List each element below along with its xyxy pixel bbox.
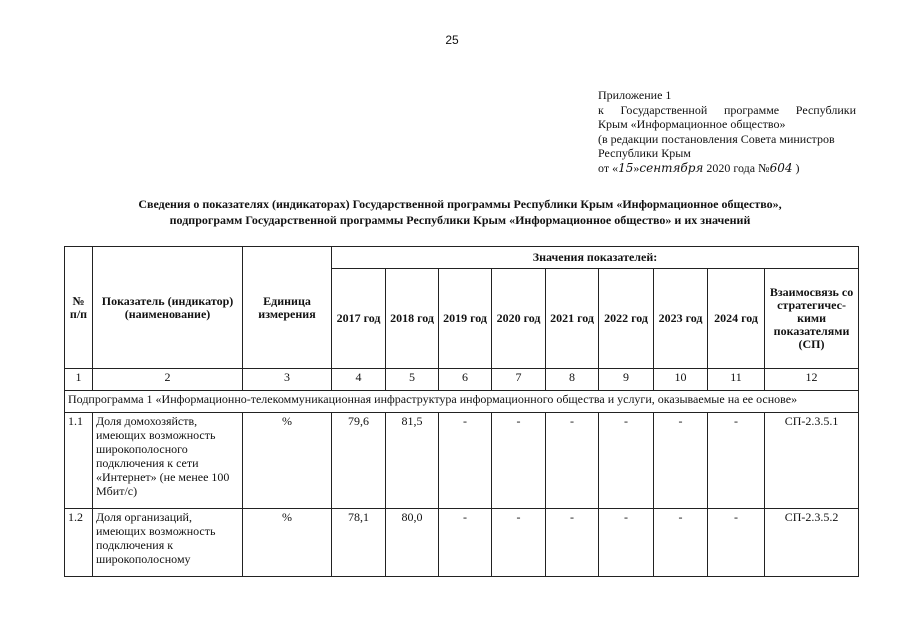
row-value: - xyxy=(708,509,765,577)
appendix-block xyxy=(598,88,856,176)
row-value: - xyxy=(439,413,492,509)
column-number: 3 xyxy=(243,369,332,391)
header-year: 2024 год xyxy=(708,269,765,369)
appendix-line-2: к Государственной программе Республики xyxy=(598,102,856,117)
row-value: - xyxy=(708,413,765,509)
column-number: 5 xyxy=(386,369,439,391)
header-num: № п/п xyxy=(65,247,93,369)
header-year: 2017 год xyxy=(332,269,386,369)
title-line-1: Сведения о показателях (индикаторах) Государственной программы Республики Крым «Информационное общество», xyxy=(138,197,782,211)
table-row xyxy=(65,509,859,577)
column-number: 11 xyxy=(708,369,765,391)
row-value: 81,5 xyxy=(386,413,439,509)
header-link: Взаимосвязь со стратегичес-кими показателями (СП) xyxy=(765,269,859,369)
title-line-2: подпрограмм Государственной программы Республики Крым «Информационное общество» и их значений xyxy=(169,213,751,227)
column-number: 8 xyxy=(546,369,599,391)
row-indicator: Доля организаций, имеющих возможность подключения к широкополосному xyxy=(93,509,243,577)
header-unit: Единица измерения xyxy=(243,247,332,369)
page-number: 25 xyxy=(445,33,459,47)
row-value: - xyxy=(599,509,654,577)
row-value: - xyxy=(654,509,708,577)
column-number: 10 xyxy=(654,369,708,391)
appendix-line-4: (в редакции постановления Совета министров xyxy=(598,131,835,146)
appendix-line-3: Крым «Информационное общество» xyxy=(598,117,786,132)
header-year: 2019 год xyxy=(439,269,492,369)
date-suffix: ) xyxy=(792,160,800,175)
header-year: 2018 год xyxy=(386,269,439,369)
row-value: - xyxy=(654,413,708,509)
row-num: 1.2 xyxy=(65,509,93,577)
appendix-date-line xyxy=(598,161,856,176)
header-indicator: Показатель (индикатор) (наименование) xyxy=(93,247,243,369)
row-num: 1.1 xyxy=(65,413,93,509)
column-number: 1 xyxy=(65,369,93,391)
date-middle: 2020 года № xyxy=(703,160,770,175)
handwritten-month: сентября xyxy=(639,160,704,175)
row-value: - xyxy=(439,509,492,577)
column-number: 2 xyxy=(93,369,243,391)
subprogram-title: Подпрограмма 1 «Информационно-телекоммуникационная инфраструктура информационного общества и услуги, оказываемые на ее основе» xyxy=(65,391,859,413)
row-unit: % xyxy=(243,413,332,509)
date-prefix: от « xyxy=(598,160,619,175)
handwritten-day: 15 xyxy=(618,160,634,175)
date-separator: » xyxy=(633,160,640,175)
appendix-line-5: Республики Крым xyxy=(598,146,691,161)
document-title xyxy=(60,196,860,228)
row-value: 80,0 xyxy=(386,509,439,577)
appendix-line-1: Приложение 1 xyxy=(598,88,672,102)
subprogram-row xyxy=(65,391,859,413)
row-value: - xyxy=(599,413,654,509)
row-value: - xyxy=(546,413,599,509)
header-year: 2023 год xyxy=(654,269,708,369)
handwritten-number: 604 xyxy=(769,160,793,175)
header-year: 2022 год xyxy=(599,269,654,369)
column-number: 12 xyxy=(765,369,859,391)
header-year: 2021 год xyxy=(546,269,599,369)
header-values-group: Значения показателей: xyxy=(332,247,859,269)
column-numbers-row xyxy=(65,369,859,391)
row-link: СП-2.3.5.1 xyxy=(765,413,859,509)
row-value: - xyxy=(492,509,546,577)
row-unit: % xyxy=(243,509,332,577)
column-number: 9 xyxy=(599,369,654,391)
header-year: 2020 год xyxy=(492,269,546,369)
table-row xyxy=(65,413,859,509)
row-link: СП-2.3.5.2 xyxy=(765,509,859,577)
indicators-table xyxy=(64,246,859,577)
row-value: 78,1 xyxy=(332,509,386,577)
row-value: - xyxy=(546,509,599,577)
column-number: 4 xyxy=(332,369,386,391)
row-indicator: Доля домохозяйств, имеющих возможность широкополосного подключения к сети «Интернет» (не менее 100 Мбит/с) xyxy=(93,413,243,509)
row-value: - xyxy=(492,413,546,509)
column-number: 6 xyxy=(439,369,492,391)
row-value: 79,6 xyxy=(332,413,386,509)
column-number: 7 xyxy=(492,369,546,391)
